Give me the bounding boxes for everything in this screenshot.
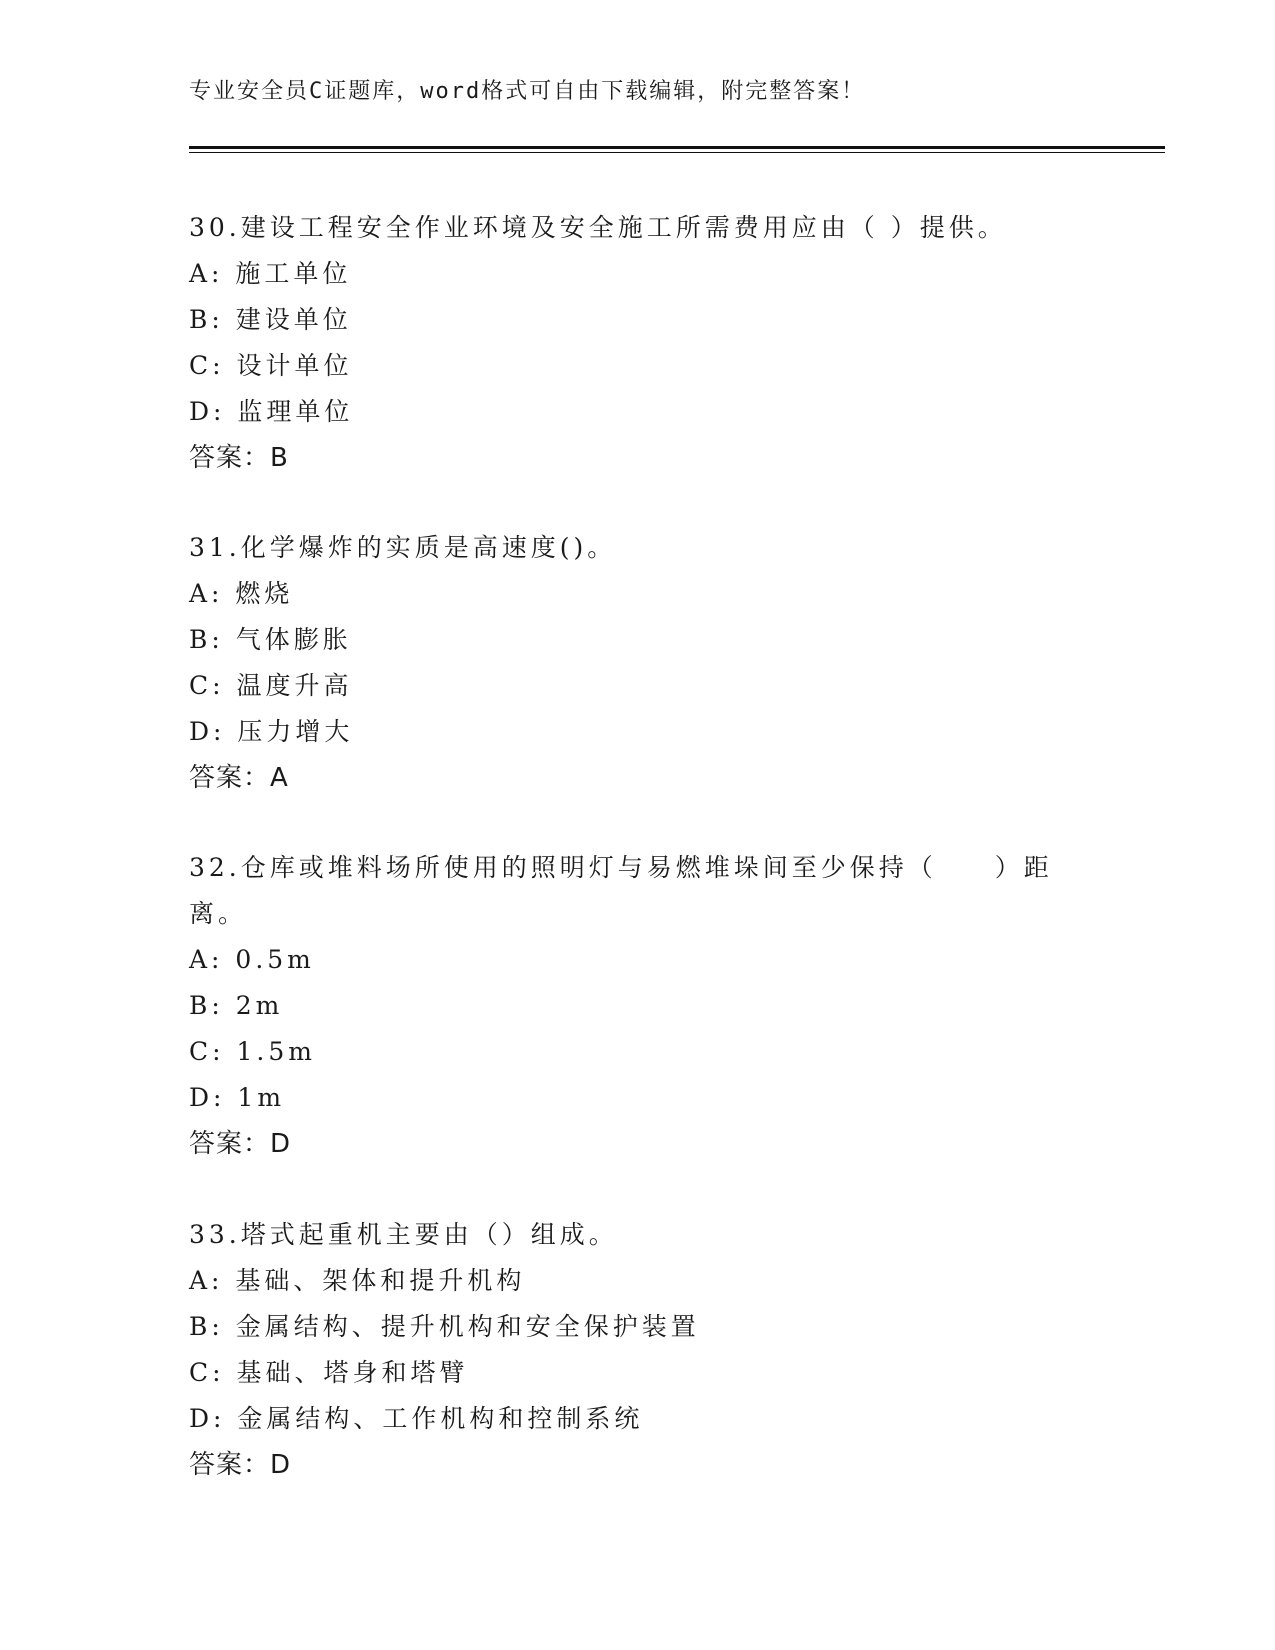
header-rule-thin (189, 152, 1165, 153)
option-c: C: 1.5m (189, 1037, 316, 1066)
answer: 答案：A (189, 763, 289, 793)
option-a: A: 施工单位 (189, 259, 352, 288)
option-b: B: 气体膨胀 (189, 625, 352, 654)
option-d: D: 监理单位 (189, 397, 354, 426)
header-text: 专业安全员C证题库，word格式可自由下载编辑，附完整答案！ (189, 79, 866, 104)
answer: 答案：D (189, 1129, 292, 1159)
question-title: 30.建设工程安全作业环境及安全施工所需费用应由（ ）提供。 (189, 213, 1007, 242)
option-a: A: 0.5m (189, 945, 315, 974)
option-c: C: 基础、塔身和塔臂 (189, 1358, 469, 1387)
question-30 (189, 205, 1089, 481)
option-c: C: 设计单位 (189, 351, 353, 380)
question-31 (189, 525, 1089, 801)
question-title: 32.仓库或堆料场所使用的照明灯与易燃堆垛间至少保持（ ）距离。 (189, 853, 1053, 928)
option-b: B: 2m (189, 991, 284, 1020)
answer: 答案：D (189, 1450, 292, 1480)
option-a: A: 燃烧 (189, 579, 294, 608)
answer: 答案：B (189, 443, 289, 473)
option-b: B: 建设单位 (189, 305, 352, 334)
header-rule-thick (189, 146, 1165, 149)
option-b: B: 金属结构、提升机构和安全保护装置 (189, 1312, 700, 1341)
question-33 (189, 1212, 1089, 1488)
question-32 (189, 845, 1069, 1167)
option-d: D: 压力增大 (189, 717, 354, 746)
question-title: 31.化学爆炸的实质是高速度()。 (189, 533, 617, 562)
option-d: D: 1m (189, 1083, 286, 1112)
question-title: 33.塔式起重机主要由（）组成。 (189, 1220, 618, 1249)
option-d: D: 金属结构、工作机构和控制系统 (189, 1404, 644, 1433)
option-a: A: 基础、架体和提升机构 (189, 1266, 526, 1295)
option-c: C: 温度升高 (189, 671, 353, 700)
